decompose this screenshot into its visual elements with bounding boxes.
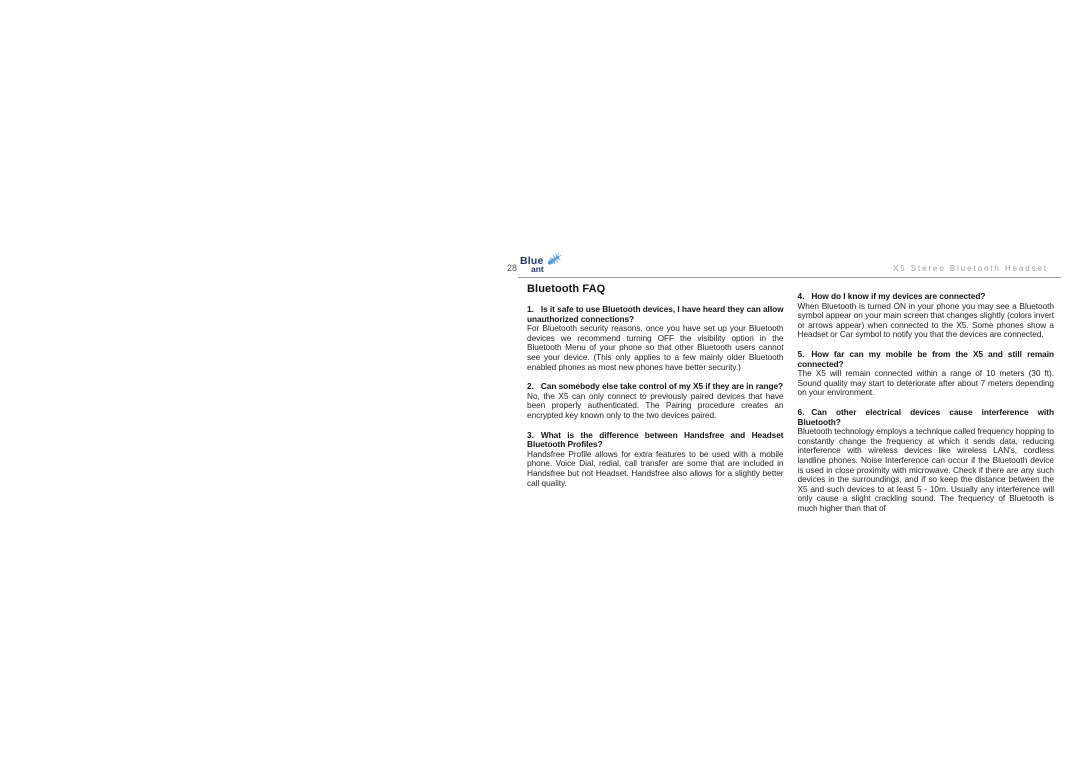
page-content — [507, 253, 1061, 513]
faq-question-text: Is it safe to use Bluetooth devices, I have heard they can allow unauthorized connections? — [527, 304, 784, 324]
faq-number: 6. — [797, 406, 805, 417]
faq-answer: For Bluetooth security reasons, once you have set up your Bluetooth devices we recommend turning OFF the visibility option in the Bluetooth Menu of your phone so that other Bluetooth users cannot see your device. (This only applies to a few mainly older Bluetooth enabled phones as most new phones have better security.) — [527, 323, 784, 372]
section-title: Bluetooth FAQ — [527, 283, 606, 295]
faq-question-text: How do I know if my devices are connected? — [811, 291, 986, 301]
faq-item-3 — [527, 431, 784, 489]
faq-answer: Bluetooth technology employs a technique called frequency hopping to constantly change the frequency at which it sends data, reducing interference with wireless devices like wireless LAN's, cordless landline phones. Noise Interference can occur if the Bluetooth device is used in close proximity with microwave. Check if there are any such devices in the surroundings, and if so keep the distance between the X5 and such devices to at least 5 - 10m. Usually any interference will only cause a slight crackling sound. The frequency of Bluetooth is much higher than that of — [797, 426, 1054, 513]
faq-question — [798, 408, 1055, 427]
page-number: 28 — [507, 263, 518, 273]
header-divider — [518, 277, 1061, 278]
faq-number: 2. — [527, 381, 534, 392]
faq-number: 4. — [797, 291, 805, 301]
blueant-logo — [520, 253, 566, 278]
faq-question-text: What is the difference between Handsfree and Headset Bluetooth Profiles? — [527, 429, 784, 450]
logo-word-ant: ant — [531, 264, 544, 274]
page-header — [507, 253, 1061, 278]
left-column — [527, 283, 784, 513]
faq-columns — [527, 283, 1054, 513]
logo-word-blue: Blue — [520, 255, 544, 267]
faq-number: 1. — [527, 304, 534, 314]
faq-answer: No, the X5 can only connect to previously paired devices that have been properly authenticated. The Pairing procedure creates an encrypted key known only to the two devices paired. — [527, 390, 784, 420]
faq-question-text: Can somebody else take control of my X5 if they are in range? — [540, 381, 784, 392]
faq-item-1 — [527, 305, 784, 372]
faq-answer: Handsfree Profile allows for extra features to be used with a mobile phone. Voice Dial, redial, call transfer are some that are included in Handsfree but not Headset. Handsfree also allows for a slightly better call quality. — [527, 448, 784, 488]
faq-item-2 — [527, 382, 784, 420]
faq-question-text: Can other electrical devices cause interference with Bluetooth? — [797, 406, 1054, 427]
document-title: X5 Stereo Bluetooth Headset — [893, 264, 1048, 273]
faq-answer: When Bluetooth is turned ON in your phone you may see a Bluetooth symbol appear on your main screen that changes slightly (colors invert or arrows appear) when connected to the X5. Some phones show a Headset or Car symbol to notify you that the devices are connected. — [797, 300, 1054, 340]
faq-item-5 — [798, 350, 1055, 398]
faq-question — [527, 305, 784, 324]
faq-answer: The X5 will remain connected within a range of 10 meters (30 ft). Sound quality may start to deteriorate after about 7 meters depending on your environment. — [797, 368, 1054, 398]
faq-item-6 — [798, 408, 1055, 514]
faq-number: 3. — [527, 429, 534, 440]
right-column — [798, 283, 1055, 513]
faq-question — [798, 350, 1055, 369]
faq-item-4 — [798, 292, 1055, 340]
ant-icon — [544, 250, 566, 267]
faq-number: 5. — [797, 348, 805, 359]
faq-question-text: How far can my mobile be from the X5 and still remain connected? — [797, 348, 1054, 369]
faq-question — [527, 431, 784, 450]
